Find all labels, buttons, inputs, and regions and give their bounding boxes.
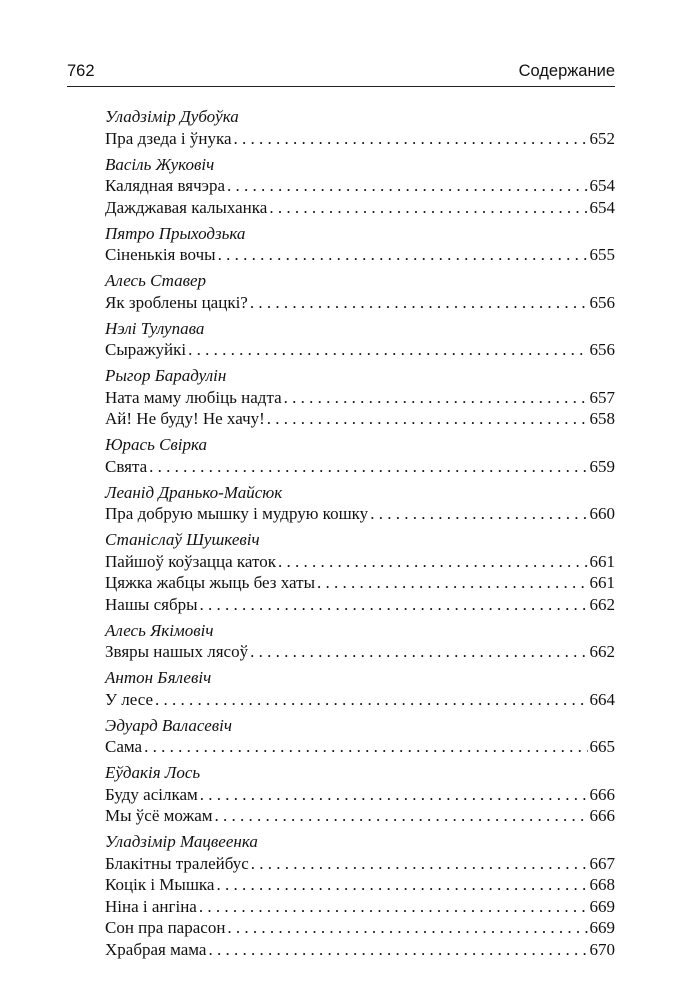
toc-entry[interactable] (105, 874, 615, 896)
dot-leader (250, 641, 587, 663)
entry-page-number: 654 (589, 197, 615, 217)
toc-entry[interactable] (105, 784, 615, 806)
entry-page-number: 669 (589, 918, 615, 937)
entry-title: Дажджавая калыханка (105, 197, 268, 217)
entry-page-number: 669 (589, 896, 615, 916)
dot-leader (208, 939, 587, 961)
toc-entry[interactable] (105, 292, 615, 314)
dot-leader (250, 292, 588, 314)
toc-section (105, 762, 615, 827)
toc-entry[interactable] (105, 689, 615, 711)
dot-leader (234, 128, 588, 150)
author-name: Уладзімір Мацвеенка (105, 832, 258, 851)
entry-page-number: 661 (589, 551, 615, 571)
dot-leader (370, 503, 587, 525)
dot-leader (278, 551, 588, 573)
entry-page-number: 658 (589, 409, 615, 428)
dot-leader (284, 387, 588, 409)
toc-entry[interactable] (105, 917, 615, 939)
toc-entry[interactable] (105, 896, 615, 918)
entry-page-number: 656 (589, 292, 615, 312)
toc-entry[interactable] (105, 339, 615, 361)
toc-entry[interactable] (105, 408, 615, 430)
entry-title: Цяжка жабцы жыць без хаты (105, 573, 315, 592)
dot-leader (149, 456, 587, 478)
entry-title: У лесе (105, 689, 154, 709)
toc-entry[interactable] (105, 128, 615, 150)
entry-title: Храбрая мама (105, 939, 207, 959)
dot-leader (269, 197, 587, 219)
author-name: Васіль Жуковіч (105, 154, 215, 174)
entry-page-number: 659 (589, 456, 615, 476)
entry-title: Ната маму любіць надта (105, 387, 282, 407)
dot-leader (216, 874, 587, 896)
author-name: Станіслаў Шушкевіч (105, 530, 260, 549)
toc-section (105, 715, 615, 758)
entry-title: Сама (105, 737, 143, 756)
dot-leader (215, 805, 588, 827)
entry-page-number: 660 (589, 504, 615, 523)
section-title: Содержание (518, 62, 615, 80)
entry-title: Мы ўсё можам (105, 806, 213, 825)
toc-entry[interactable] (105, 939, 615, 961)
entry-title: Свята (105, 456, 148, 476)
toc-section (105, 106, 615, 149)
entry-page-number: 666 (589, 784, 615, 804)
dot-leader (144, 736, 587, 758)
author-name: Алесь Ставер (105, 271, 207, 290)
entry-title: Пра добрую мышку і мудрую кошку (105, 504, 369, 523)
toc-section (105, 620, 615, 663)
entry-title: Ніна і ангіна (105, 896, 197, 916)
author-name: Алесь Якімовіч (105, 620, 214, 640)
entry-page-number: 661 (589, 573, 615, 592)
entry-page-number: 652 (589, 128, 615, 148)
entry-page-number: 662 (589, 642, 615, 661)
entry-title: Як зроблены цацкі? (105, 292, 248, 312)
toc-section (105, 831, 615, 960)
toc-section (105, 482, 615, 525)
entry-page-number: 654 (589, 176, 615, 195)
page-number: 762 (67, 62, 95, 80)
toc-entry[interactable] (105, 197, 615, 219)
author-name: Уладзімір Дубоўка (105, 107, 239, 126)
dot-leader (199, 896, 588, 918)
toc-entry[interactable] (105, 387, 615, 409)
author-name: Юрась Свірка (105, 435, 208, 454)
dot-leader (200, 594, 588, 616)
author-name: Еўдакія Лось (105, 763, 201, 782)
toc-section (105, 667, 615, 710)
author-name: Пятро Прыходзька (105, 223, 246, 243)
toc-entry[interactable] (105, 853, 615, 875)
dot-leader (155, 689, 587, 711)
toc-entry[interactable] (105, 551, 615, 573)
entry-title: Калядная вячэра (105, 176, 225, 195)
dot-leader (227, 175, 588, 197)
entry-title: Сіненькія вочы (105, 245, 216, 264)
entry-page-number: 656 (589, 340, 615, 359)
entry-page-number: 655 (589, 245, 615, 264)
toc-section (105, 365, 615, 430)
table-of-contents (105, 106, 615, 965)
author-name: Нэлі Тулупава (105, 318, 205, 338)
toc-entry[interactable] (105, 736, 615, 758)
toc-entry[interactable] (105, 572, 615, 594)
entry-page-number: 657 (589, 387, 615, 407)
entry-title: Буду асілкам (105, 784, 198, 804)
dot-leader (267, 408, 588, 430)
toc-entry[interactable] (105, 244, 615, 266)
toc-entry[interactable] (105, 805, 615, 827)
dot-leader (227, 917, 587, 939)
entry-title: Ай! Не буду! Не хачу! (105, 409, 265, 428)
author-name: Рыгор Барадулін (105, 366, 227, 385)
entry-page-number: 670 (589, 939, 615, 959)
entry-title: Нашы сябры (105, 594, 198, 614)
toc-section (105, 270, 615, 313)
entry-title: Коцік і Мышка (105, 875, 215, 894)
entry-page-number: 667 (589, 853, 615, 873)
toc-section (105, 223, 615, 266)
dot-leader (317, 572, 588, 594)
dot-leader (218, 244, 588, 266)
entry-page-number: 666 (589, 806, 615, 825)
toc-entry[interactable] (105, 503, 615, 525)
dot-leader (251, 853, 588, 875)
toc-entry[interactable] (105, 641, 615, 663)
dot-leader (188, 339, 587, 361)
toc-section (105, 529, 615, 615)
author-name: Эдуард Валасевіч (105, 715, 233, 735)
running-header (67, 58, 615, 87)
entry-title: Пра дзеда і ўнука (105, 128, 232, 148)
toc-entry[interactable] (105, 594, 615, 616)
entry-title: Сыражуйкі (105, 340, 187, 359)
toc-section (105, 318, 615, 361)
entry-page-number: 665 (589, 737, 615, 756)
toc-entry[interactable] (105, 175, 615, 197)
entry-title: Сон пра парасон (105, 918, 226, 937)
entry-title: Звяры нашых лясоў (105, 642, 249, 661)
entry-page-number: 662 (589, 594, 615, 614)
entry-page-number: 664 (589, 689, 615, 709)
entry-title: Блакітны тралейбус (105, 853, 249, 873)
entry-page-number: 668 (589, 875, 615, 894)
toc-section (105, 434, 615, 477)
author-name: Леанід Дранько-Майсюк (105, 482, 283, 502)
dot-leader (200, 784, 588, 806)
entry-title: Пайшоў коўзацца каток (105, 551, 276, 571)
toc-section (105, 154, 615, 219)
toc-entry[interactable] (105, 456, 615, 478)
author-name: Антон Бялевіч (105, 668, 212, 687)
